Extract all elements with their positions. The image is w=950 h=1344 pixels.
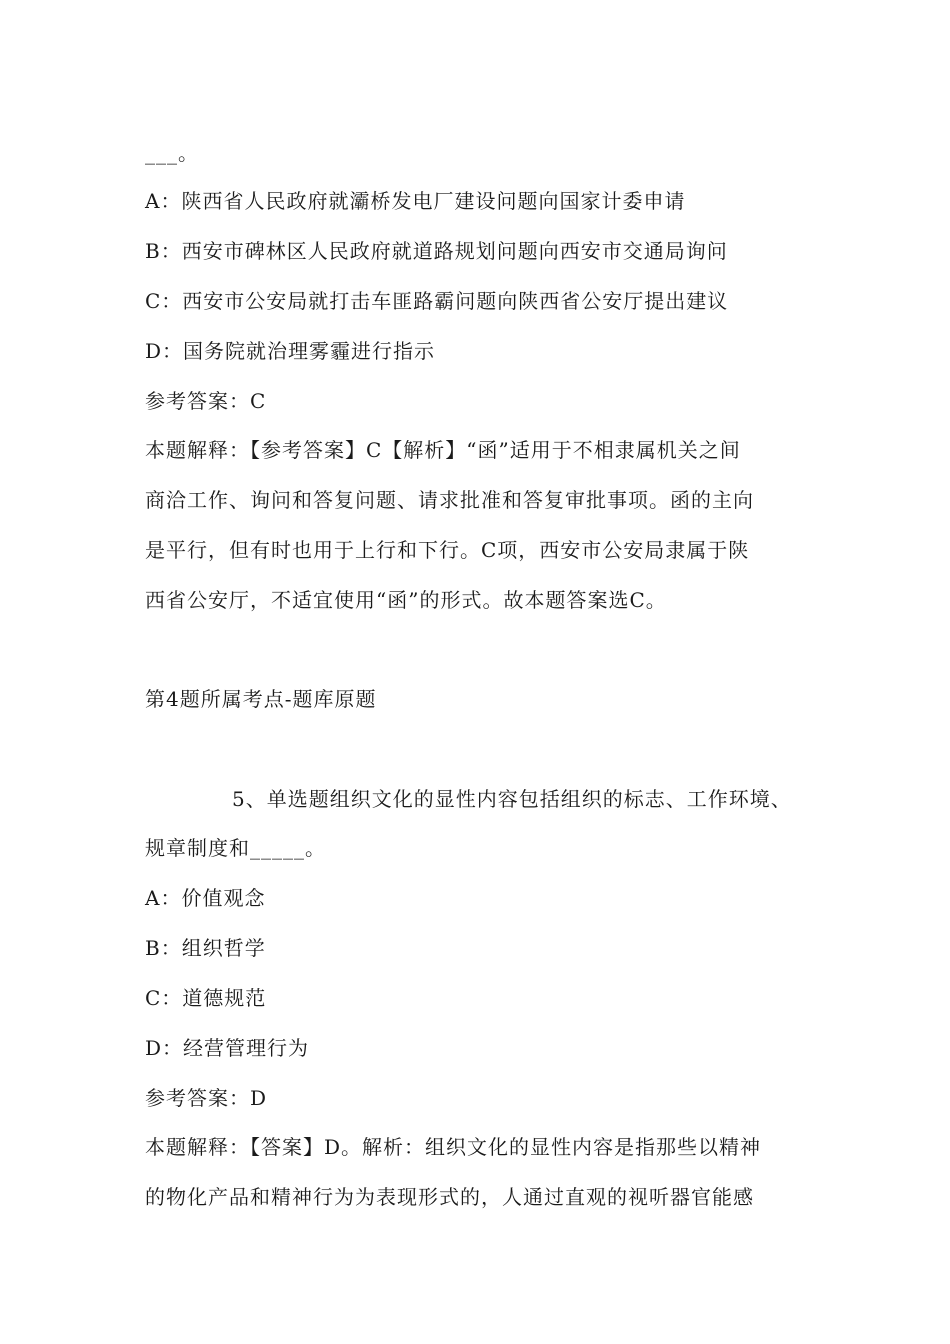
q5-explanation-line-2: 的物化产品和精神行为为表现形式的，人通过直观的视听器官能感 bbox=[145, 1185, 754, 1209]
q5-stem-line-1: 5、单选题组织文化的显性内容包括组织的标志、工作环境、 bbox=[232, 787, 792, 811]
q4-topic: 第4题所属考点-题库原题 bbox=[145, 687, 377, 711]
q5-option-b: B：组织哲学 bbox=[145, 936, 266, 960]
q5-stem-line-2: 规章制度和_____。 bbox=[145, 836, 326, 860]
q4-option-c: C：西安市公安局就打击车匪路霸问题向陕西省公安厅提出建议 bbox=[145, 289, 729, 313]
q4-option-b: B：西安市碑林区人民政府就道路规划问题向西安市交通局询问 bbox=[145, 239, 728, 263]
q4-option-a: A：陕西省人民政府就灞桥发电厂建设问题向国家计委申请 bbox=[145, 189, 686, 213]
q4-answer: 参考答案：C bbox=[145, 389, 267, 413]
q4-explanation-line-4: 西省公安厅，不适宜使用“函”的形式。故本题答案选C。 bbox=[145, 588, 667, 612]
q5-option-d: D：经营管理行为 bbox=[145, 1036, 310, 1060]
q4-explanation-line-2: 商洽工作、询问和答复问题、请求批准和答复审批事项。函的主向 bbox=[145, 488, 754, 512]
q5-explanation-line-1: 本题解释：【答案】D。解析：组织文化的显性内容是指那些以精神 bbox=[145, 1135, 762, 1159]
q4-explanation-line-1: 本题解释：【参考答案】C【解析】“函”适用于不相隶属机关之间 bbox=[145, 438, 741, 462]
q5-option-a: A：价值观念 bbox=[145, 886, 266, 910]
q5-answer: 参考答案：D bbox=[145, 1086, 268, 1110]
q4-option-d: D：国务院就治理雾霾进行指示 bbox=[145, 339, 436, 363]
q4-stem-tail: ___。 bbox=[145, 141, 199, 165]
q4-explanation-line-3: 是平行，但有时也用于上行和下行。C项，西安市公安局隶属于陕 bbox=[145, 538, 750, 562]
q5-option-c: C：道德规范 bbox=[145, 986, 267, 1010]
